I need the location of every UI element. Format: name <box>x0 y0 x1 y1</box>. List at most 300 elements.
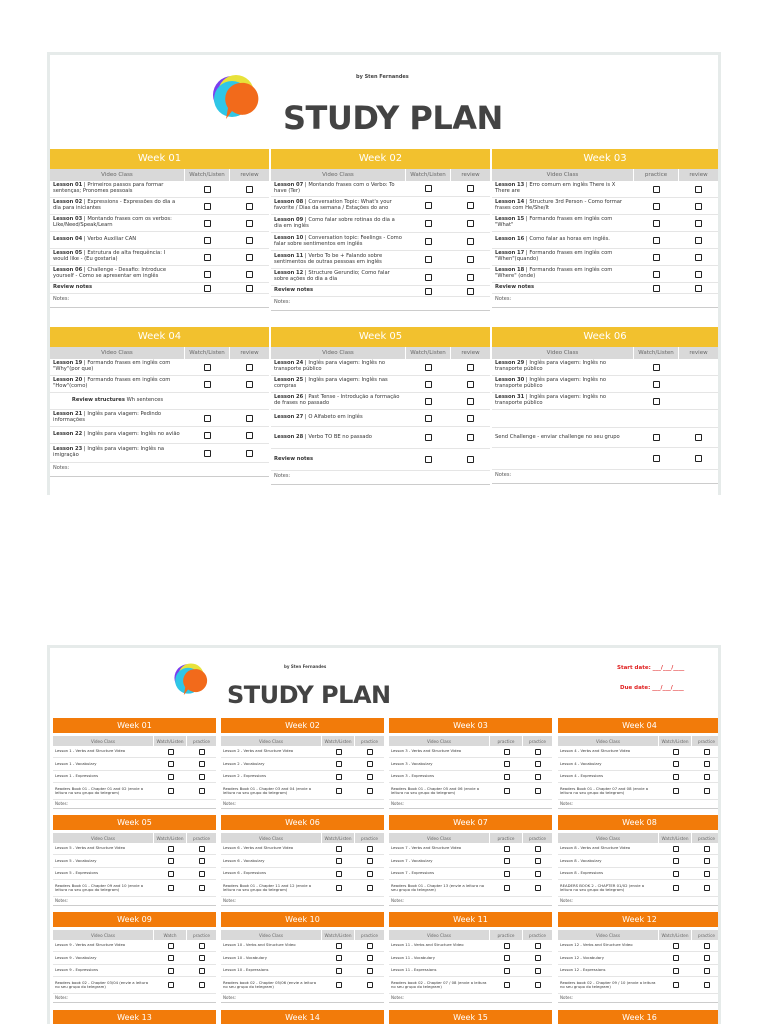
checkbox[interactable] <box>204 186 211 193</box>
column-header: Watch/Listen <box>322 833 355 843</box>
notes-field[interactable]: Notes: <box>53 800 216 809</box>
checkbox[interactable] <box>425 220 432 227</box>
checkbox[interactable] <box>168 788 174 794</box>
checkbox[interactable] <box>504 846 510 852</box>
checkbox[interactable] <box>168 761 174 767</box>
column-header: practice <box>490 833 523 843</box>
lesson-row <box>389 771 552 783</box>
checkbox[interactable] <box>336 749 342 755</box>
checkbox[interactable] <box>367 788 373 794</box>
checkbox[interactable] <box>467 364 474 371</box>
column-header: Video Class <box>271 169 406 181</box>
checkbox[interactable] <box>535 774 541 780</box>
checkbox-cell <box>679 448 718 469</box>
checkbox[interactable] <box>535 943 541 949</box>
week-5-table <box>271 327 490 485</box>
column-headers <box>221 833 384 843</box>
checkbox[interactable] <box>199 885 205 891</box>
lesson-row <box>271 376 490 393</box>
checkbox-cell <box>185 393 230 409</box>
notes-field[interactable]: Notes: <box>53 994 216 1003</box>
checkbox[interactable] <box>246 415 253 422</box>
checkbox[interactable] <box>467 288 474 295</box>
checkbox[interactable] <box>467 398 474 405</box>
week-13-table <box>53 1010 216 1024</box>
checkbox[interactable] <box>467 202 474 209</box>
checkbox[interactable] <box>204 237 211 244</box>
checkbox[interactable] <box>535 788 541 794</box>
week-header: Week 16 <box>558 1010 721 1024</box>
checkbox[interactable] <box>467 220 474 227</box>
checkbox[interactable] <box>168 885 174 891</box>
checkbox[interactable] <box>204 432 211 439</box>
lesson-row <box>271 197 490 215</box>
checkbox-cell <box>322 940 355 951</box>
checkbox[interactable] <box>168 749 174 755</box>
checkbox[interactable] <box>504 774 510 780</box>
checkbox[interactable] <box>336 955 342 961</box>
lesson-row <box>271 359 490 376</box>
checkbox[interactable] <box>425 434 432 441</box>
lesson-label: Lesson 12 - Expressions <box>560 967 606 973</box>
lesson-label <box>271 359 406 375</box>
checkbox[interactable] <box>467 415 474 422</box>
checkbox-cell <box>185 266 230 282</box>
checkbox[interactable] <box>673 788 679 794</box>
checkbox[interactable] <box>336 968 342 974</box>
lesson-title: | Verbo Auxiliar CAN <box>82 236 137 243</box>
checkbox[interactable] <box>653 364 660 371</box>
checkbox[interactable] <box>704 982 710 988</box>
checkbox[interactable] <box>168 858 174 864</box>
checkbox-cell <box>406 410 451 426</box>
checkbox[interactable] <box>653 398 660 405</box>
checkbox-cell <box>634 376 679 392</box>
lesson-row <box>558 758 721 771</box>
lesson-row <box>53 843 216 855</box>
checkbox[interactable] <box>673 749 679 755</box>
checkbox[interactable] <box>246 364 253 371</box>
checkbox[interactable] <box>199 774 205 780</box>
checkbox[interactable] <box>504 788 510 794</box>
checkbox-cell <box>523 965 552 976</box>
checkbox[interactable] <box>704 846 710 852</box>
column-header: Video Class <box>492 169 634 181</box>
lesson-title: | Inglês para viagem: Inglês no transporte público <box>495 377 607 389</box>
checkbox[interactable] <box>535 871 541 877</box>
week-6-table <box>221 815 384 906</box>
column-header: Watch/Listen <box>634 347 679 359</box>
checkbox[interactable] <box>367 968 373 974</box>
checkbox[interactable] <box>653 220 660 227</box>
lesson-row <box>271 233 490 251</box>
lesson-row <box>558 783 721 800</box>
checkbox-cell <box>230 181 269 197</box>
checkbox-cell <box>185 444 230 462</box>
checkbox[interactable] <box>704 749 710 755</box>
checkbox-cell <box>187 843 216 854</box>
checkbox-cell <box>406 233 451 250</box>
checkbox[interactable] <box>695 455 702 462</box>
lesson-row <box>492 198 718 215</box>
checkbox[interactable] <box>367 761 373 767</box>
notes-field[interactable]: Notes: <box>50 463 269 477</box>
checkbox[interactable] <box>425 398 432 405</box>
checkbox-cell <box>451 233 490 250</box>
lesson-label: READERS BOOK 2 - CHAPTER 01/02 (envie a leitura no seu grupo do telegram) <box>560 882 645 892</box>
checkbox[interactable] <box>535 968 541 974</box>
checkbox-cell <box>185 215 230 231</box>
notes-field[interactable]: Notes: <box>389 897 552 906</box>
lesson-number: Lesson 15 <box>495 216 525 223</box>
column-header: Watch/Listen <box>185 169 230 181</box>
checkbox[interactable] <box>367 943 373 949</box>
lesson-label: Readers Book 01 - Chapter 13 (envie a leitura no seu grupo do telegram) <box>391 882 485 892</box>
checkbox[interactable] <box>336 982 342 988</box>
week-3-table <box>389 718 552 809</box>
checkbox[interactable] <box>204 381 211 388</box>
checkbox-cell <box>659 952 692 964</box>
lesson-row <box>271 286 490 297</box>
notes-field[interactable]: Notes: <box>558 800 721 809</box>
checkbox-cell <box>406 181 451 196</box>
column-header: Watch/Listen <box>659 930 692 940</box>
checkbox[interactable] <box>653 271 660 278</box>
checkbox[interactable] <box>653 434 660 441</box>
checkbox-cell <box>187 977 216 993</box>
checkbox[interactable] <box>425 185 432 192</box>
lesson-row <box>53 940 216 952</box>
checkbox[interactable] <box>199 955 205 961</box>
checkbox-cell <box>451 286 490 296</box>
checkbox[interactable] <box>425 274 432 281</box>
checkbox[interactable] <box>504 885 510 891</box>
notes-field[interactable]: Notes: <box>271 297 490 311</box>
checkbox[interactable] <box>199 761 205 767</box>
checkbox-cell <box>154 758 187 770</box>
notes-field[interactable]: Notes: <box>53 897 216 906</box>
checkbox[interactable] <box>467 274 474 281</box>
checkbox[interactable] <box>367 885 373 891</box>
checkbox[interactable] <box>367 871 373 877</box>
lesson-row <box>558 855 721 868</box>
week-header: Week 08 <box>558 815 721 830</box>
due-date[interactable]: Due date: ___/___/____ <box>620 685 684 691</box>
checkbox[interactable] <box>504 749 510 755</box>
lesson-row <box>389 783 552 800</box>
checkbox[interactable] <box>653 381 660 388</box>
checkbox[interactable] <box>704 968 710 974</box>
checkbox[interactable] <box>425 238 432 245</box>
column-header: review <box>461 172 480 178</box>
lesson-label <box>271 233 406 250</box>
checkbox-cell <box>154 940 187 951</box>
notes-field[interactable]: Notes: <box>271 471 490 485</box>
checkbox[interactable] <box>336 788 342 794</box>
lesson-title: | Primeiros passos para formar sentenças; Pronomes pessoais <box>53 182 164 194</box>
column-header: practice <box>698 932 715 938</box>
week-header: Week 10 <box>221 912 384 927</box>
checkbox[interactable] <box>168 943 174 949</box>
checkbox[interactable] <box>425 456 432 463</box>
checkbox[interactable] <box>336 774 342 780</box>
start-date[interactable]: Start date: ___/___/____ <box>617 665 685 671</box>
checkbox-cell <box>451 393 490 409</box>
notes-field[interactable]: Notes: <box>558 897 721 906</box>
checkbox[interactable] <box>653 203 660 210</box>
checkbox[interactable] <box>367 846 373 852</box>
checkbox[interactable] <box>504 955 510 961</box>
checkbox[interactable] <box>673 858 679 864</box>
checkbox[interactable] <box>168 968 174 974</box>
checkbox[interactable] <box>246 450 253 457</box>
checkbox-cell <box>185 376 230 392</box>
checkbox[interactable] <box>425 364 432 371</box>
notes-field[interactable]: Notes: <box>221 897 384 906</box>
checkbox[interactable] <box>246 203 253 210</box>
column-header: practice <box>361 835 378 841</box>
checkbox-cell <box>451 197 490 214</box>
checkbox[interactable] <box>336 858 342 864</box>
checkbox[interactable] <box>535 858 541 864</box>
checkbox[interactable] <box>504 761 510 767</box>
checkbox[interactable] <box>336 846 342 852</box>
lesson-number: Review notes <box>495 284 535 291</box>
checkbox[interactable] <box>673 761 679 767</box>
page-title: STUDY PLAN <box>283 99 503 137</box>
lesson-row <box>389 965 552 977</box>
checkbox[interactable] <box>204 364 211 371</box>
lesson-label <box>492 393 634 409</box>
lesson-row <box>558 952 721 965</box>
checkbox[interactable] <box>704 885 710 891</box>
checkbox[interactable] <box>695 186 702 193</box>
checkbox-cell <box>692 965 721 976</box>
checkbox[interactable] <box>535 846 541 852</box>
lesson-label <box>50 198 185 214</box>
checkbox[interactable] <box>695 237 702 244</box>
lesson-label <box>492 232 634 248</box>
checkbox[interactable] <box>653 186 660 193</box>
lesson-title: | Montando frases com os verbos: Like/Need/Speak/Learn <box>53 216 172 228</box>
checkbox[interactable] <box>504 943 510 949</box>
column-header: Watch/Listen <box>185 347 230 359</box>
checkbox[interactable] <box>673 774 679 780</box>
notes-field[interactable]: Notes: <box>389 800 552 809</box>
checkbox[interactable] <box>695 285 702 292</box>
checkbox[interactable] <box>425 256 432 263</box>
lesson-title: | Structure 3rd Person - Como formar frases com He/She/It <box>495 199 623 211</box>
checkbox-cell <box>659 746 692 757</box>
lesson-title: Send Challenge - enviar challenge no seu grupo <box>495 433 620 440</box>
checkbox[interactable] <box>168 846 174 852</box>
lesson-number: Review notes <box>274 455 314 462</box>
checkbox[interactable] <box>246 381 253 388</box>
checkbox[interactable] <box>535 955 541 961</box>
checkbox[interactable] <box>425 415 432 422</box>
checkbox[interactable] <box>695 203 702 210</box>
lesson-number: Lesson 28 <box>274 433 304 440</box>
checkbox-cell <box>634 266 679 282</box>
checkbox[interactable] <box>673 943 679 949</box>
checkbox[interactable] <box>704 943 710 949</box>
checkbox[interactable] <box>653 455 660 462</box>
lesson-label <box>50 215 185 231</box>
checkbox[interactable] <box>653 237 660 244</box>
checkbox[interactable] <box>246 285 253 292</box>
checkbox-cell <box>692 940 721 951</box>
checkbox[interactable] <box>425 202 432 209</box>
checkbox[interactable] <box>704 955 710 961</box>
checkbox[interactable] <box>204 203 211 210</box>
checkbox[interactable] <box>535 885 541 891</box>
checkbox[interactable] <box>204 271 211 278</box>
checkbox[interactable] <box>467 381 474 388</box>
lesson-row <box>492 215 718 232</box>
checkbox-cell <box>490 868 523 879</box>
checkbox[interactable] <box>336 761 342 767</box>
checkbox[interactable] <box>246 432 253 439</box>
checkbox[interactable] <box>467 456 474 463</box>
notes-field[interactable]: Notes: <box>492 470 718 484</box>
checkbox[interactable] <box>204 450 211 457</box>
lesson-row <box>389 940 552 952</box>
checkbox[interactable] <box>467 434 474 441</box>
checkbox[interactable] <box>535 761 541 767</box>
checkbox[interactable] <box>704 788 710 794</box>
checkbox[interactable] <box>199 858 205 864</box>
column-header: practice <box>361 738 378 744</box>
checkbox[interactable] <box>504 968 510 974</box>
checkbox[interactable] <box>704 858 710 864</box>
checkbox[interactable] <box>704 761 710 767</box>
checkbox[interactable] <box>467 256 474 263</box>
checkbox[interactable] <box>673 846 679 852</box>
checkbox[interactable] <box>336 871 342 877</box>
checkbox[interactable] <box>367 982 373 988</box>
checkbox[interactable] <box>704 871 710 877</box>
checkbox[interactable] <box>695 271 702 278</box>
checkbox[interactable] <box>204 254 211 261</box>
lesson-title: | Inglês para viagem: Inglês no transporte público <box>274 360 386 372</box>
checkbox[interactable] <box>367 774 373 780</box>
speech-bubble-logo-icon <box>210 73 262 123</box>
checkbox[interactable] <box>199 871 205 877</box>
checkbox[interactable] <box>695 254 702 261</box>
checkbox[interactable] <box>425 381 432 388</box>
lesson-title: | Conversation Topic: What's your favorite / Dias da semana / Estações do ano <box>274 198 392 211</box>
notes-field[interactable]: Notes: <box>558 994 721 1003</box>
checkbox[interactable] <box>168 982 174 988</box>
week-header: Week 03 <box>389 718 552 733</box>
checkbox[interactable] <box>336 943 342 949</box>
checkbox[interactable] <box>504 982 510 988</box>
lesson-number: Lesson 07 <box>274 181 304 188</box>
checkbox[interactable] <box>168 774 174 780</box>
lesson-row <box>558 843 721 855</box>
lesson-title: | Verbo TO BE no passado <box>303 433 372 440</box>
checkbox[interactable] <box>653 285 660 292</box>
notes-field[interactable]: Notes: <box>50 294 269 308</box>
checkbox[interactable] <box>467 185 474 192</box>
notes-field[interactable]: Notes: <box>389 994 552 1003</box>
checkbox[interactable] <box>204 220 211 227</box>
checkbox[interactable] <box>336 885 342 891</box>
checkbox[interactable] <box>199 788 205 794</box>
week-7-table <box>389 815 552 906</box>
checkbox-cell <box>523 746 552 757</box>
checkbox-cell <box>154 843 187 854</box>
lesson-row <box>53 758 216 771</box>
checkbox[interactable] <box>535 982 541 988</box>
checkbox[interactable] <box>204 415 211 422</box>
checkbox[interactable] <box>246 254 253 261</box>
checkbox[interactable] <box>199 968 205 974</box>
checkbox[interactable] <box>199 846 205 852</box>
checkbox[interactable] <box>367 858 373 864</box>
week-header: Week 02 <box>271 149 490 169</box>
lesson-row <box>389 868 552 880</box>
lesson-row <box>50 249 269 266</box>
lesson-label: Lesson 9 - Expressions <box>55 967 99 973</box>
checkbox[interactable] <box>673 968 679 974</box>
checkbox-cell <box>523 868 552 879</box>
checkbox[interactable] <box>695 220 702 227</box>
checkbox[interactable] <box>425 288 432 295</box>
checkbox[interactable] <box>673 955 679 961</box>
checkbox[interactable] <box>467 238 474 245</box>
checkbox[interactable] <box>504 858 510 864</box>
checkbox-cell <box>659 977 692 993</box>
checkbox[interactable] <box>168 871 174 877</box>
checkbox[interactable] <box>673 871 679 877</box>
checkbox[interactable] <box>168 955 174 961</box>
notes-field[interactable]: Notes: <box>221 994 384 1003</box>
week-4-table <box>558 718 721 809</box>
notes-field[interactable]: Notes: <box>221 800 384 809</box>
checkbox[interactable] <box>673 885 679 891</box>
checkbox[interactable] <box>199 749 205 755</box>
checkbox[interactable] <box>367 749 373 755</box>
checkbox[interactable] <box>246 271 253 278</box>
checkbox[interactable] <box>704 774 710 780</box>
checkbox[interactable] <box>246 186 253 193</box>
checkbox[interactable] <box>199 982 205 988</box>
checkbox-cell <box>679 198 718 214</box>
checkbox[interactable] <box>653 254 660 261</box>
checkbox[interactable] <box>673 982 679 988</box>
lesson-title: | Inglês para viagem: Pedindo informações <box>53 411 162 423</box>
checkbox-cell <box>692 843 721 854</box>
checkbox-cell <box>490 880 523 896</box>
column-header: practice <box>490 930 523 940</box>
checkbox[interactable] <box>535 749 541 755</box>
checkbox[interactable] <box>199 943 205 949</box>
column-header: Video Class <box>53 930 154 940</box>
checkbox[interactable] <box>246 220 253 227</box>
checkbox[interactable] <box>504 871 510 877</box>
checkbox-cell <box>679 359 718 375</box>
checkbox-cell <box>523 940 552 951</box>
checkbox-cell <box>185 283 230 293</box>
checkbox[interactable] <box>695 434 702 441</box>
lesson-row <box>271 427 490 449</box>
checkbox-cell <box>490 965 523 976</box>
checkbox[interactable] <box>246 237 253 244</box>
notes-field[interactable]: Notes: <box>492 294 718 308</box>
checkbox[interactable] <box>367 955 373 961</box>
checkbox[interactable] <box>204 285 211 292</box>
